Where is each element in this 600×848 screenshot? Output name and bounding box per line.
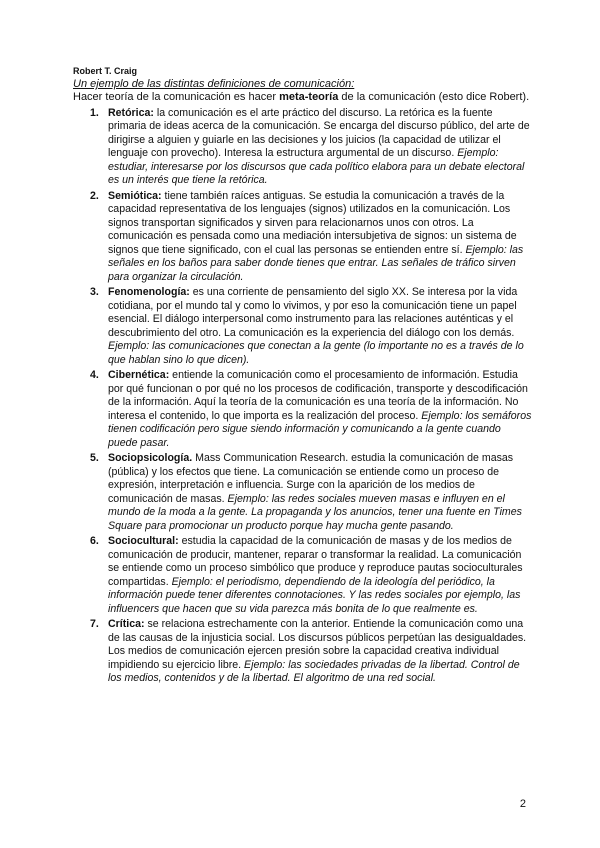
item-number: 3. [90, 286, 99, 298]
item-text: se relaciona estrechamente con la anterior. Entiende la comunicación como una de las causas de la injusticia social. Los discursos públicos perpetúan las desigualdades. Los medios de comunicación ejercen presión sobre la capacidad creativa individual impidiendo su ejercicio libre. [108, 618, 527, 671]
author-name: Robert T. Craig [73, 66, 138, 76]
item-number: 5. [90, 452, 99, 464]
list-item [73, 452, 533, 533]
item-number: 2. [90, 189, 99, 202]
list-item [73, 286, 533, 367]
item-term: Sociocultural: [108, 535, 179, 547]
list-item [73, 618, 533, 686]
item-number: 1. [90, 106, 99, 119]
list-item [73, 369, 533, 450]
definitions-list [73, 107, 533, 686]
intro-text-end: de la comunicación (esto dice Robert). [338, 91, 530, 103]
item-term: Fenomenología: [108, 286, 190, 298]
item-example: Ejemplo: las comunicaciones que conectan a la gente (lo importante no es a través de lo que hablan sino lo que dicen). [108, 340, 524, 366]
intro-paragraph [73, 91, 533, 105]
item-term: Cibernética: [108, 369, 170, 381]
item-example: Ejemplo: las sociedades privadas de la libertad. Control de los medios, contenidos y de la libertad. El algoritmo de una red social. [108, 658, 520, 684]
item-term: Semiótica: [108, 189, 162, 202]
item-text: es una corriente de pensamiento del siglo XX. Se interesa por la vida cotidiana, por el mundo tal y como lo vivimos, y por eso la comunicación tiene un papel esencial. El diálogo interpersonal como instrumento para las relaciones auténticas y el descubrimiento del otro. La comunicación es la experiencia del diálogo con los demás. [108, 286, 518, 339]
item-term: Retórica: [108, 106, 154, 119]
item-example: Ejemplo: el periodismo, dependiendo de la ideología del periódico, la información puede tener diferentes connotaciones. Y las redes sociales por ejemplo, las influencers que hacen que su vida parezca más bonita de lo que realmente es. [108, 575, 521, 615]
item-text: la comunicación es el arte práctico del discurso. La retórica es la fuente primaria de ideas acerca de la comunicación. Se encarga del discurso público, del arte de dirigirse a alguien y guiarle en las decisiones y los juicios (la capacidad de utilizar el lenguaje con provecho). Interesa la estructura argumental de un discurso. [108, 106, 530, 159]
item-example: Ejemplo: los semáforos tienen codificación pero sigue siendo información y comunicando a la gente cuando puede pasar. [108, 409, 532, 449]
item-number: 6. [90, 535, 99, 547]
intro-bold-term: meta-teoría [279, 91, 339, 103]
item-example: Ejemplo: las señales en los baños para saber donde tienes que entrar. Las señales de tráfico sirven para organizar la circulación. [108, 243, 524, 283]
item-number: 4. [90, 369, 99, 381]
intro-text: Hacer teoría de la comunicación es hacer [73, 91, 280, 103]
list-item [73, 107, 533, 188]
section-subtitle: Un ejemplo de las distintas definiciones de comunicación: [73, 78, 355, 90]
item-text: entiende la comunicación como el procesamiento de información. Estudia por qué funcionan o por qué no los procesos de codificación, transporte y descodificación de la información. Aquí la teoría de la comunicación es una teoría de la información. No interesa el contenido, lo que importa es la realización del proceso. [108, 369, 528, 422]
item-term: Crítica: [108, 618, 145, 630]
page-content [73, 66, 533, 688]
item-number: 7. [90, 618, 99, 630]
page-number: 2 [519, 798, 526, 810]
item-example: Ejemplo: estudiar, interesarse por los discursos que cada político elabora para un debate electoral es un interés que tiene la retórica. [108, 147, 525, 186]
item-term: Sociopsicología. [108, 452, 193, 464]
list-item [73, 190, 533, 285]
item-text: tiene también raíces antiguas. Se estudia la comunicación a través de la capacidad representativa de los lenguajes (signos) utilizados en la comunicación. Los signos transportan significados y sirven para relacionarnos unos con otros. La comunicación es pensada como una mediación intersubjetiva de signos: un sistema de signos que tiene significado, con el cual las personas se entienden entre sí. [108, 189, 517, 256]
item-example: Ejemplo: las redes sociales mueven masas e influyen en el mundo de la moda a la gente. La propaganda y los anuncios, tener una fuente en Times Square para promocionar un producto porque hay mucha gente pasando. [108, 492, 522, 532]
list-item [73, 535, 533, 616]
item-text: estudia la capacidad de la comunicación de masas y de los medios de comunicación de producir, mantener, reparar o transformar la realidad. La comunicación se entiende como un proceso simbólico que produce y reproduce pautas socioculturales compartidas. [108, 535, 523, 588]
item-text: Mass Communication Research. estudia la comunicación de masas (pública) y los efectos que tiene. La comunicación se entiende como un proceso de expresión, interpretación e influencia. Surge con la aparición de los medios de comunicación de masas. [108, 452, 514, 505]
